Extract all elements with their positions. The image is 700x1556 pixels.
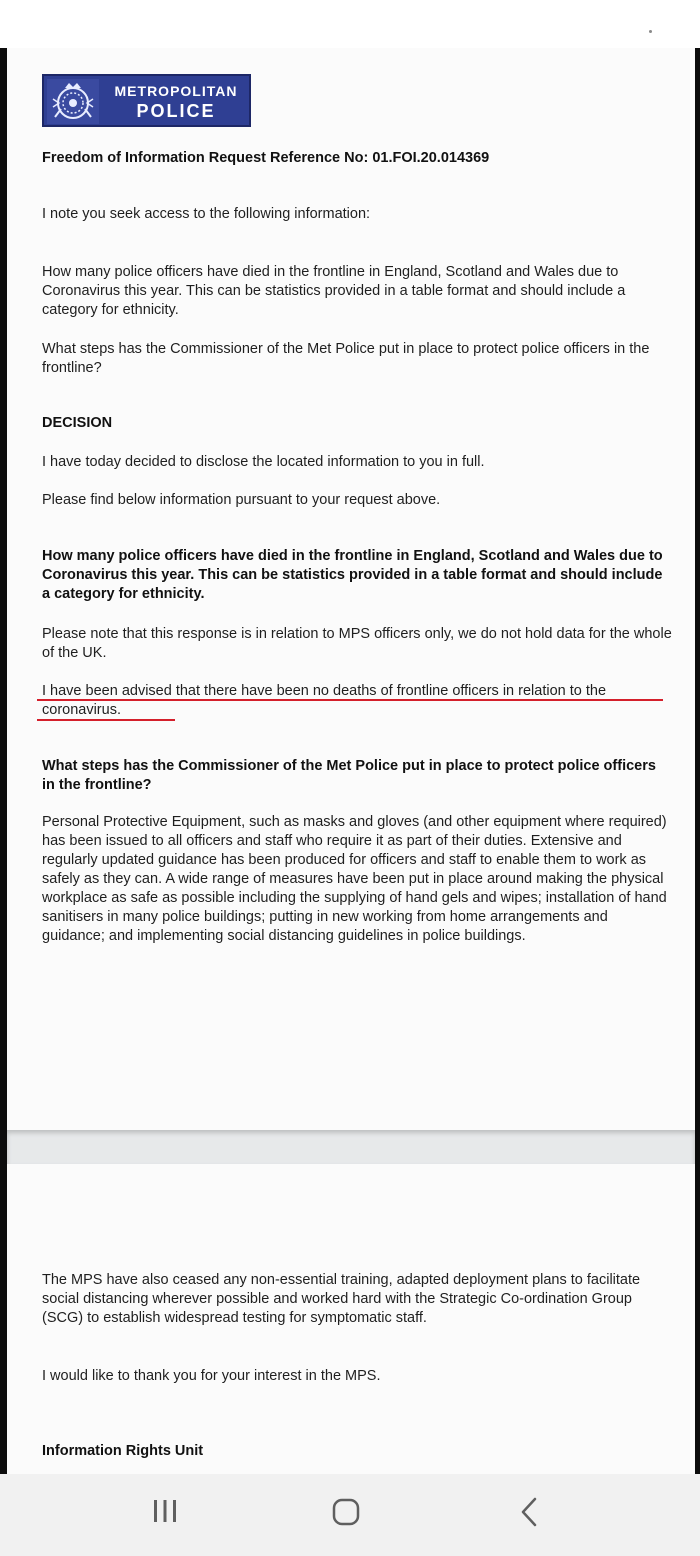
metropolitan-police-logo (42, 74, 251, 127)
request-question-2: What steps has the Commissioner of the Met Police put in place to protect police officers in the frontline? (42, 341, 650, 376)
decision-heading: DECISION (42, 415, 113, 431)
page-break (7, 1130, 695, 1164)
back-icon (498, 1488, 558, 1542)
document-page[interactable] (7, 48, 695, 1474)
highlight-underline-1 (37, 699, 663, 701)
continuation-text: The MPS have also ceased any non-essential training, adapted deployment plans to facilitate social distancing wherever possible and worked hard with the Strategic Co-ordination Group (SCG) to establish widespread testing for symptomatic staff. (42, 1272, 641, 1326)
answer-2-text: Personal Protective Equipment, such as masks and gloves (and other equipment where required) has been issued to all officers and staff who require it as part of their duties. Extensive and regularly updated guidance has been produced for officers and staff to enable them to work as safely as they can. A wide range of measures have been put in place around making the physical workplace as safe as possible including the supplying of hand gels and wipes; installation of hand sanitisers in many police buildings; putting in new working from home arrangements and guidance; and implementing social distancing guidelines in police buildings. (42, 814, 667, 944)
request-question-1: How many police officers have died in the frontline in England, Scotland and Wales due to Coronavirus this year. This can be statistics provided in a table format and should include a category for ethnicity. (42, 264, 626, 318)
answer-1-note: Please note that this response is in relation to MPS officers only, we do not hold data for the whole of the UK. (42, 626, 672, 661)
recent-apps-button[interactable] (135, 1488, 195, 1542)
highlight-underline-2 (37, 719, 175, 721)
decision-text: I have today decided to disclose the located information to you in full. (42, 454, 485, 470)
status-dot-icon (649, 30, 652, 33)
foi-reference: Freedom of Information Request Reference No: 01.FOI.20.014369 (42, 150, 490, 166)
find-below-text: Please find below information pursuant to your request above. (42, 492, 441, 508)
police-crest-icon (47, 79, 99, 124)
status-bar (0, 0, 700, 48)
frame-edge-left (0, 48, 7, 1474)
logo-text-metropolitan: METROPOLITAN (114, 83, 238, 99)
back-button[interactable] (498, 1488, 558, 1542)
frame-edge-right (695, 48, 700, 1474)
intro-text: I note you seek access to the following information: (42, 206, 371, 222)
answer-1-text: I have been advised that there have been no deaths of frontline officers in relation to the coronavirus. (42, 683, 607, 718)
android-navigation-bar (0, 1474, 700, 1556)
answer-1-heading: How many police officers have died in the frontline in England, Scotland and Wales due to Coronavirus this year. This can be statistics provided in a table format and should include a category for ethnicity. (42, 548, 663, 602)
home-icon (316, 1488, 376, 1542)
signoff-text: Information Rights Unit (42, 1443, 204, 1459)
thanks-text: I would like to thank you for your interest in the MPS. (42, 1368, 381, 1384)
home-button[interactable] (316, 1488, 376, 1542)
recent-apps-icon (135, 1488, 195, 1542)
logo-text-police: POLICE (136, 101, 216, 121)
answer-2-heading: What steps has the Commissioner of the Met Police put in place to protect police officers in the frontline? (42, 758, 656, 793)
